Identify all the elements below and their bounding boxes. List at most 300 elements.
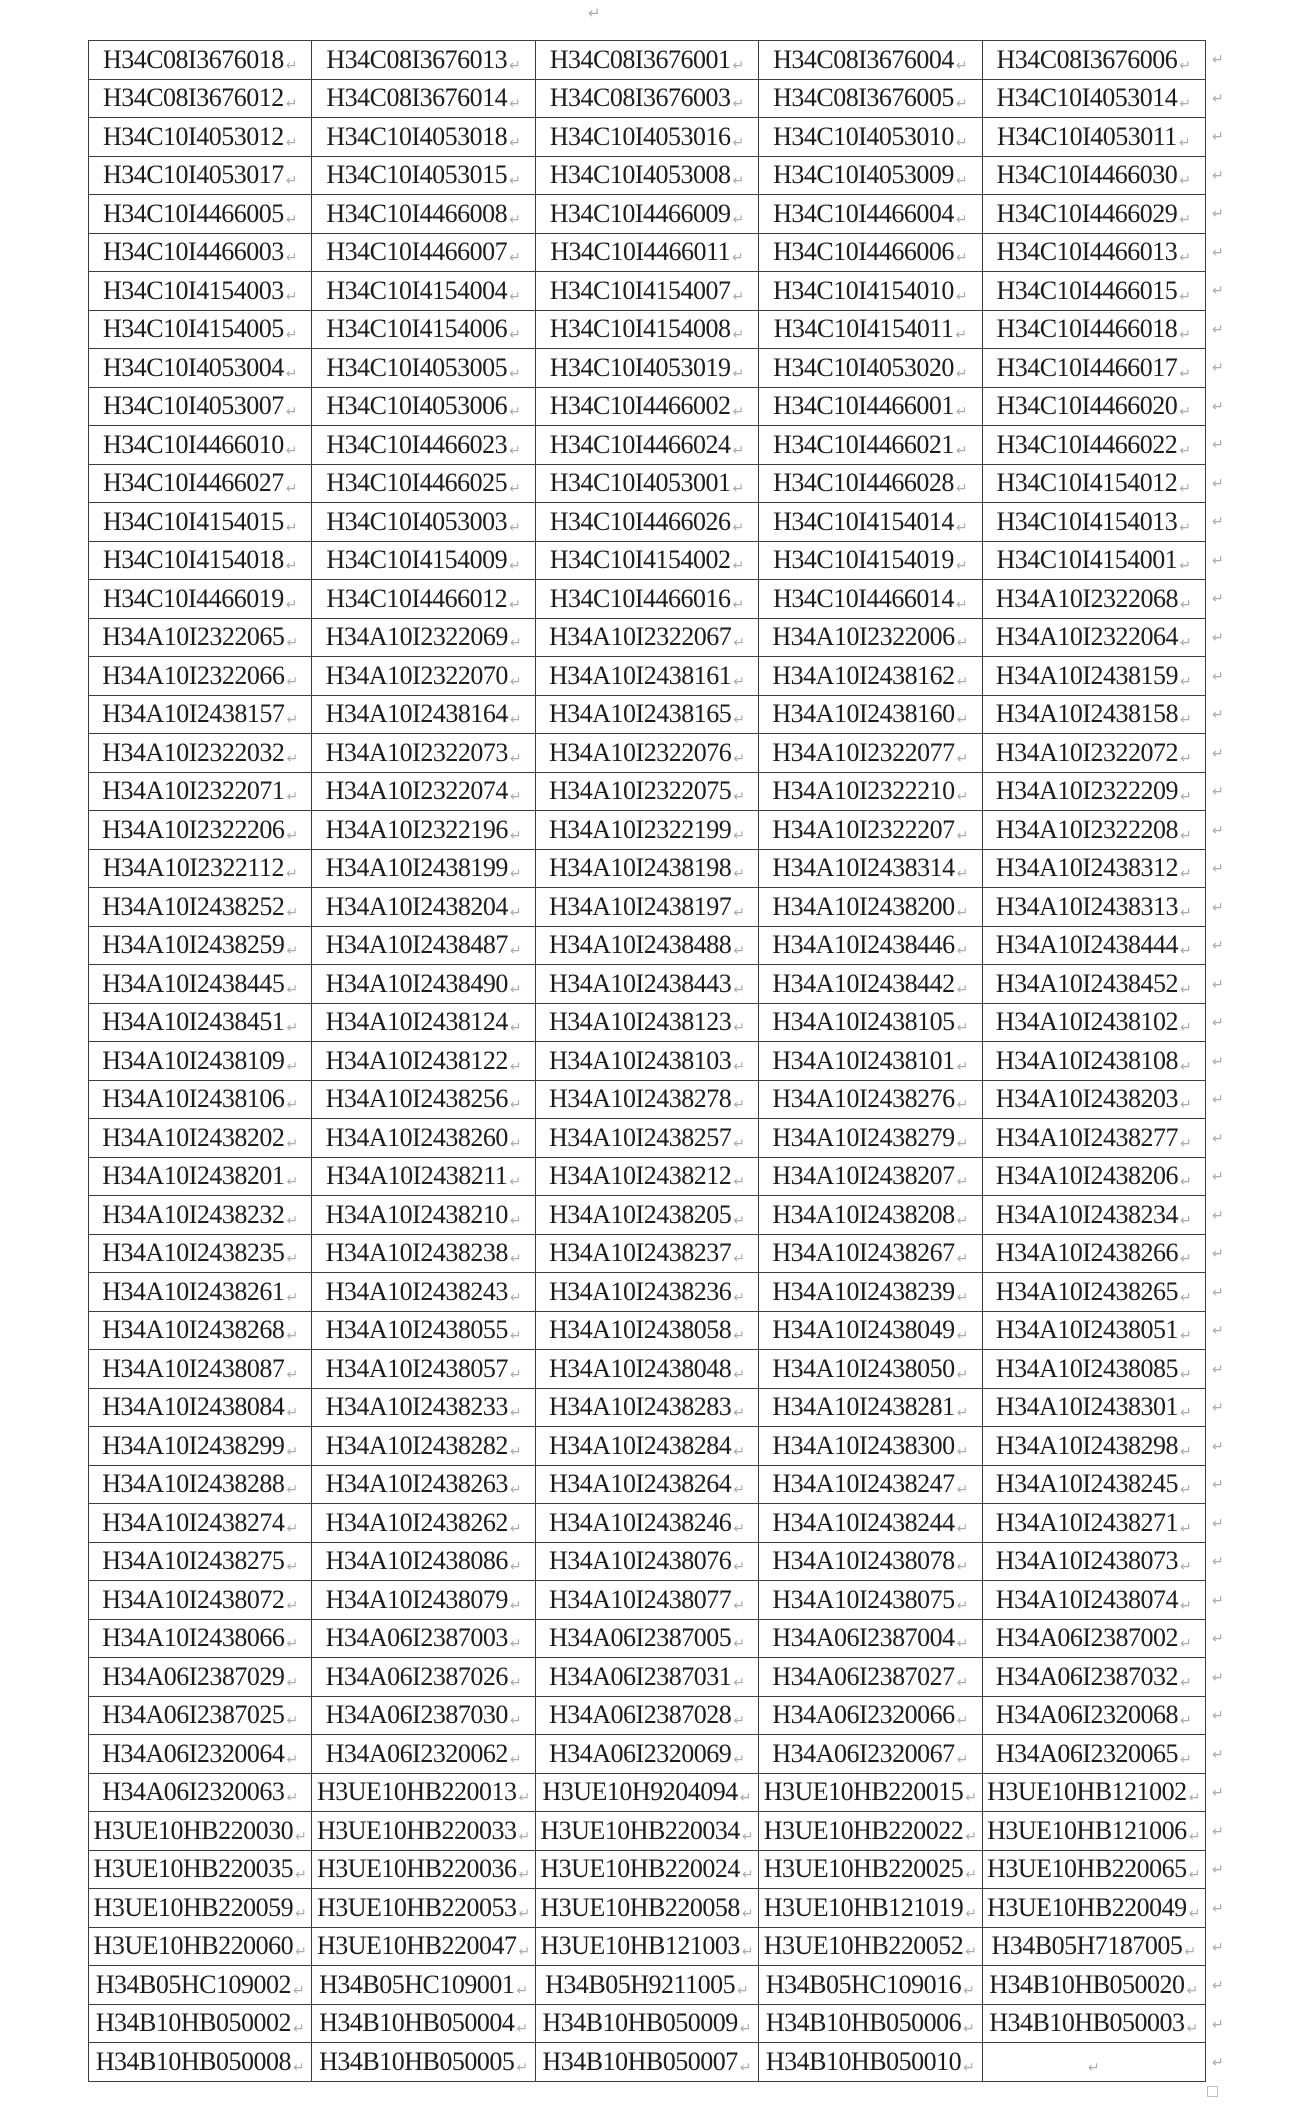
serial-code: H3UE10HB220013 [316,1777,517,1807]
table-row [89,1581,1206,1620]
table-cell[interactable] [535,1927,758,1966]
table-cell[interactable] [982,1658,1205,1697]
table-cell[interactable] [89,811,312,850]
table-cell[interactable] [759,195,982,234]
table-cell[interactable] [89,849,312,888]
table-cell[interactable] [759,965,982,1004]
table-cell[interactable] [312,233,535,272]
table-cell[interactable] [759,1889,982,1928]
table-cell[interactable] [982,2004,1205,2043]
table-cell[interactable] [759,426,982,465]
table-cell[interactable] [535,695,758,734]
table-cell[interactable] [982,965,1205,1004]
table-cell[interactable] [535,1234,758,1273]
table-cell[interactable] [535,1735,758,1774]
table-cell[interactable] [759,1812,982,1851]
table-cell[interactable] [982,695,1205,734]
table-cell[interactable] [759,1773,982,1812]
table-cell[interactable] [89,1080,312,1119]
table-cell[interactable] [312,657,535,696]
table-cell[interactable] [535,272,758,311]
table-cell[interactable] [535,2004,758,2043]
table-cell[interactable] [982,1812,1205,1851]
table-row [89,1889,1206,1928]
table-cell[interactable] [312,888,535,927]
table-cell[interactable] [535,849,758,888]
table-cell[interactable] [982,272,1205,311]
table-cell[interactable] [312,426,535,465]
table-cell[interactable] [759,1581,982,1620]
table-cell[interactable] [759,1003,982,1042]
table-cell[interactable] [89,464,312,503]
table-cell[interactable] [759,1850,982,1889]
table-cell[interactable] [535,888,758,927]
table-cell[interactable] [982,2043,1205,2082]
table-cell[interactable] [759,1119,982,1158]
table-cell[interactable] [759,387,982,426]
table-cell[interactable] [535,734,758,773]
table-cell[interactable] [759,464,982,503]
table-cell[interactable] [982,1311,1205,1350]
table-cell[interactable] [759,580,982,619]
table-cell[interactable] [312,1311,535,1350]
table-cell[interactable] [982,41,1205,80]
table-cell[interactable] [759,1196,982,1235]
table-cell[interactable] [312,1773,535,1812]
table-cell[interactable] [89,1850,312,1889]
table-cell[interactable] [89,1427,312,1466]
table-cell[interactable] [89,2043,312,2082]
table-cell[interactable] [89,310,312,349]
table-cell[interactable] [89,1042,312,1081]
table-cell[interactable] [535,233,758,272]
table-cell[interactable] [982,1427,1205,1466]
line-break-mark-icon: ↵ [285,173,298,190]
table-cell[interactable] [312,349,535,388]
table-cell[interactable] [982,1581,1205,1620]
table-cell[interactable] [759,849,982,888]
table-cell[interactable] [982,464,1205,503]
table-cell[interactable] [982,1273,1205,1312]
serial-code: H34C10I4466028 [773,468,954,498]
table-cell[interactable] [982,618,1205,657]
table-cell[interactable] [312,1812,535,1851]
table-cell[interactable] [759,1042,982,1081]
table-cell[interactable] [982,79,1205,118]
table-cell[interactable] [535,1119,758,1158]
table-cell[interactable] [312,1542,535,1581]
table-cell[interactable] [535,1966,758,2005]
table-cell[interactable] [89,1311,312,1350]
table-cell[interactable] [535,1773,758,1812]
table-cell[interactable] [759,1504,982,1543]
table-cell[interactable] [535,580,758,619]
table-cell[interactable] [89,233,312,272]
line-break-mark-icon: ↵ [956,1097,969,1114]
table-cell[interactable] [312,1157,535,1196]
table-cell[interactable] [759,1927,982,1966]
table-cell[interactable] [89,2004,312,2043]
table-cell[interactable] [759,41,982,80]
table-cell[interactable] [89,1927,312,1966]
table-cell[interactable] [312,695,535,734]
table-row [89,272,1206,311]
serial-code: H34C10I4466025 [326,468,508,498]
table-cell[interactable] [759,118,982,157]
table-cell[interactable] [759,1273,982,1312]
table-cell[interactable] [89,1658,312,1697]
table-cell[interactable] [759,156,982,195]
table-cell[interactable] [982,1350,1205,1389]
table-cell[interactable] [982,426,1205,465]
table-cell[interactable] [982,156,1205,195]
serial-code: H34B05HC109002 [95,1969,291,1999]
table-cell[interactable] [535,1696,758,1735]
table-cell[interactable] [535,1504,758,1543]
table-cell[interactable] [312,2004,535,2043]
table-cell[interactable] [312,310,535,349]
table-cell[interactable] [982,1696,1205,1735]
table-cell[interactable] [89,618,312,657]
table-cell[interactable] [89,79,312,118]
table-cell[interactable] [312,118,535,157]
table-cell[interactable] [89,1773,312,1812]
table-cell[interactable] [89,118,312,157]
table-cell[interactable] [759,1388,982,1427]
table-cell[interactable] [89,541,312,580]
table-cell[interactable] [982,1735,1205,1774]
table-cell[interactable] [89,734,312,773]
table-cell[interactable] [312,1696,535,1735]
table-cell[interactable] [982,926,1205,965]
table-cell[interactable] [312,1658,535,1697]
table-cell[interactable] [89,156,312,195]
table-cell[interactable] [535,1658,758,1697]
table-cell[interactable] [89,888,312,927]
table-cell[interactable] [982,1119,1205,1158]
line-break-mark-icon: ↵ [1180,1482,1192,1499]
table-cell[interactable] [982,1080,1205,1119]
table-cell[interactable] [89,1234,312,1273]
table-cell[interactable] [89,387,312,426]
table-cell[interactable] [535,1042,758,1081]
table-cell[interactable] [312,79,535,118]
table-cell[interactable] [982,118,1205,157]
table-cell[interactable] [759,1696,982,1735]
table-cell[interactable] [89,657,312,696]
table-cell[interactable] [312,1119,535,1158]
table-cell[interactable] [535,1350,758,1389]
table-cell[interactable] [312,734,535,773]
table-cell[interactable] [535,1080,758,1119]
table-cell[interactable] [759,310,982,349]
table-cell[interactable] [982,349,1205,388]
serial-code: H34A10I2438101 [772,1045,955,1075]
table-cell[interactable] [312,849,535,888]
table-cell[interactable] [312,1350,535,1389]
table-cell[interactable] [759,1350,982,1389]
table-cell[interactable] [312,1273,535,1312]
table-cell[interactable] [982,1542,1205,1581]
serial-code: H34A10I2322073 [325,737,508,767]
row-end-mark-icon: ↵ [1212,861,1224,878]
table-cell[interactable] [759,1234,982,1273]
table-cell[interactable] [312,1889,535,1928]
table-cell[interactable] [312,1504,535,1543]
table-cell[interactable] [89,1735,312,1774]
table-cell[interactable] [312,1234,535,1273]
table-cell[interactable] [89,1388,312,1427]
table-cell[interactable] [312,580,535,619]
table-cell[interactable] [982,233,1205,272]
table-cell[interactable] [759,79,982,118]
table-cell[interactable] [759,1966,982,2005]
table-cell[interactable] [89,1350,312,1389]
table-cell[interactable] [759,1080,982,1119]
table-cell[interactable] [535,926,758,965]
table-cell[interactable] [535,464,758,503]
table-cell[interactable] [89,1696,312,1735]
table-cell[interactable] [759,734,982,773]
table-cell[interactable] [535,1581,758,1620]
table-cell[interactable] [89,1465,312,1504]
table-cell[interactable] [312,1927,535,1966]
table-cell[interactable] [982,734,1205,773]
table-cell[interactable] [759,541,982,580]
table-cell[interactable] [89,1889,312,1928]
table-cell[interactable] [982,1157,1205,1196]
table-cell[interactable] [982,503,1205,542]
row-end-mark-icon: ↵ [1212,90,1224,107]
table-cell[interactable] [982,310,1205,349]
serial-code: H34C10I4466020 [996,391,1178,421]
line-break-mark-icon: ↵ [516,1982,529,1999]
table-cell[interactable] [89,1504,312,1543]
table-cell[interactable] [89,1119,312,1158]
table-cell[interactable] [982,849,1205,888]
table-cell[interactable] [982,541,1205,580]
table-cell[interactable] [982,387,1205,426]
table-cell[interactable] [312,1042,535,1081]
row-end-mark-icon: ↵ [1212,167,1224,184]
table-cell[interactable] [89,1003,312,1042]
table-cell[interactable] [89,1196,312,1235]
table-cell[interactable] [312,811,535,850]
table-cell[interactable] [89,772,312,811]
table-cell[interactable] [535,349,758,388]
table-cell[interactable] [535,156,758,195]
table-cell[interactable] [759,1542,982,1581]
table-cell[interactable] [312,1003,535,1042]
table-cell[interactable] [982,1504,1205,1543]
table-cell[interactable] [89,1581,312,1620]
table-cell[interactable] [535,1465,758,1504]
table-cell[interactable] [535,2043,758,2082]
table-cell[interactable] [759,772,982,811]
serial-code: H34A10I2438201 [102,1161,285,1191]
table-cell[interactable] [982,1773,1205,1812]
table-cell[interactable] [759,349,982,388]
table-cell[interactable] [535,118,758,157]
table-cell[interactable] [759,2004,982,2043]
table-cell[interactable] [312,926,535,965]
table-cell[interactable] [535,1311,758,1350]
table-cell[interactable] [89,1619,312,1658]
table-cell[interactable] [535,1427,758,1466]
table-cell[interactable] [89,503,312,542]
table-cell[interactable] [535,1619,758,1658]
table-cell[interactable] [535,41,758,80]
table-cell[interactable] [535,1889,758,1928]
table-cell[interactable] [89,426,312,465]
table-cell[interactable] [312,1850,535,1889]
table-cell[interactable] [535,310,758,349]
line-break-mark-icon: ↵ [509,1366,522,1383]
table-cell[interactable] [535,618,758,657]
table-cell[interactable] [312,387,535,426]
table-cell[interactable] [312,1196,535,1235]
row-end-mark-icon: ↵ [1212,437,1224,454]
table-cell[interactable] [312,618,535,657]
table-cell[interactable] [89,1157,312,1196]
table-cell[interactable] [89,1812,312,1851]
table-cell[interactable] [759,1465,982,1504]
table-cell[interactable] [982,1889,1205,1928]
table-cell[interactable] [535,811,758,850]
table-cell[interactable] [535,1542,758,1581]
table-cell[interactable] [759,1735,982,1774]
serial-code: H34C10I4053019 [549,352,731,382]
line-break-mark-icon: ↵ [732,327,745,344]
table-cell[interactable] [535,1273,758,1312]
table-cell[interactable] [759,2043,982,2082]
table-cell[interactable] [312,2043,535,2082]
table-cell[interactable] [982,888,1205,927]
table-row [89,1504,1206,1543]
table-cell[interactable] [982,1388,1205,1427]
line-break-mark-icon: ↵ [955,173,968,190]
table-cell[interactable] [89,580,312,619]
table-cell[interactable] [982,1465,1205,1504]
line-break-mark-icon: ↵ [956,1366,969,1383]
table-cell[interactable] [535,1850,758,1889]
table-cell[interactable] [982,580,1205,619]
table-cell[interactable] [982,1042,1205,1081]
table-cell[interactable] [535,965,758,1004]
table-cell[interactable] [759,657,982,696]
table-cell[interactable] [312,1619,535,1658]
table-cell[interactable] [759,695,982,734]
serial-code: H34A10I2438049 [772,1315,955,1345]
table-cell[interactable] [982,657,1205,696]
table-cell[interactable] [312,772,535,811]
table-cell[interactable] [312,41,535,80]
table-cell[interactable] [312,272,535,311]
line-break-mark-icon: ↵ [733,943,745,960]
table-cell[interactable] [312,195,535,234]
table-cell[interactable] [312,1735,535,1774]
table-cell[interactable] [759,272,982,311]
table-cell[interactable] [89,1542,312,1581]
table-cell[interactable] [982,1927,1205,1966]
line-break-mark-icon: ↵ [516,2021,529,2038]
table-cell[interactable] [982,1966,1205,2005]
table-cell[interactable] [759,1157,982,1196]
table-cell[interactable] [982,1196,1205,1235]
table-cell[interactable] [312,1581,535,1620]
table-cell[interactable] [982,1619,1205,1658]
table-cell[interactable] [759,1311,982,1350]
table-cell[interactable] [982,772,1205,811]
table-cell[interactable] [312,1966,535,2005]
table-cell[interactable] [535,541,758,580]
table-cell[interactable] [89,349,312,388]
table-cell[interactable] [312,1465,535,1504]
table-cell[interactable] [535,426,758,465]
table-cell[interactable] [759,618,982,657]
table-cell[interactable] [89,695,312,734]
table-cell[interactable] [312,1080,535,1119]
table-cell[interactable] [982,195,1205,234]
line-break-mark-icon: ↵ [956,1636,969,1653]
table-cell[interactable] [89,41,312,80]
table-cell[interactable] [312,464,535,503]
serial-code: H34A10I2438055 [325,1315,508,1345]
table-cell[interactable] [535,1157,758,1196]
table-cell[interactable] [535,387,758,426]
table-cell[interactable] [982,1850,1205,1889]
line-break-mark-icon: ↵ [509,519,521,536]
table-cell[interactable] [982,811,1205,850]
table-cell[interactable] [89,195,312,234]
table-cell[interactable] [535,1003,758,1042]
table-cell[interactable] [759,1658,982,1697]
table-cell[interactable] [759,926,982,965]
table-cell[interactable] [89,965,312,1004]
table-cell[interactable] [759,811,982,850]
table-cell[interactable] [982,1234,1205,1273]
table-cell[interactable] [312,1427,535,1466]
table-cell[interactable] [759,888,982,927]
table-cell[interactable] [535,1812,758,1851]
table-cell[interactable] [535,503,758,542]
table-cell[interactable] [312,156,535,195]
table-cell[interactable] [312,1388,535,1427]
table-cell[interactable] [759,1427,982,1466]
table-cell[interactable] [535,79,758,118]
table-cell[interactable] [759,503,982,542]
line-break-mark-icon: ↵ [286,712,299,729]
table-cell[interactable] [89,1273,312,1312]
table-cell[interactable] [312,541,535,580]
table-cell[interactable] [535,1388,758,1427]
table-cell[interactable] [312,503,535,542]
table-cell[interactable] [535,657,758,696]
table-cell[interactable] [982,1003,1205,1042]
line-break-mark-icon: ↵ [733,673,745,690]
serial-code: H34B10HB050005 [319,2046,515,2076]
table-cell[interactable] [535,195,758,234]
table-cell[interactable] [89,272,312,311]
table-cell[interactable] [759,1619,982,1658]
table-cell[interactable] [312,965,535,1004]
table-cell[interactable] [89,1966,312,2005]
table-cell[interactable] [535,1196,758,1235]
table-cell[interactable] [89,926,312,965]
serial-code: H34A10I2438256 [325,1084,508,1114]
table-cell[interactable] [535,772,758,811]
table-cell[interactable] [759,233,982,272]
